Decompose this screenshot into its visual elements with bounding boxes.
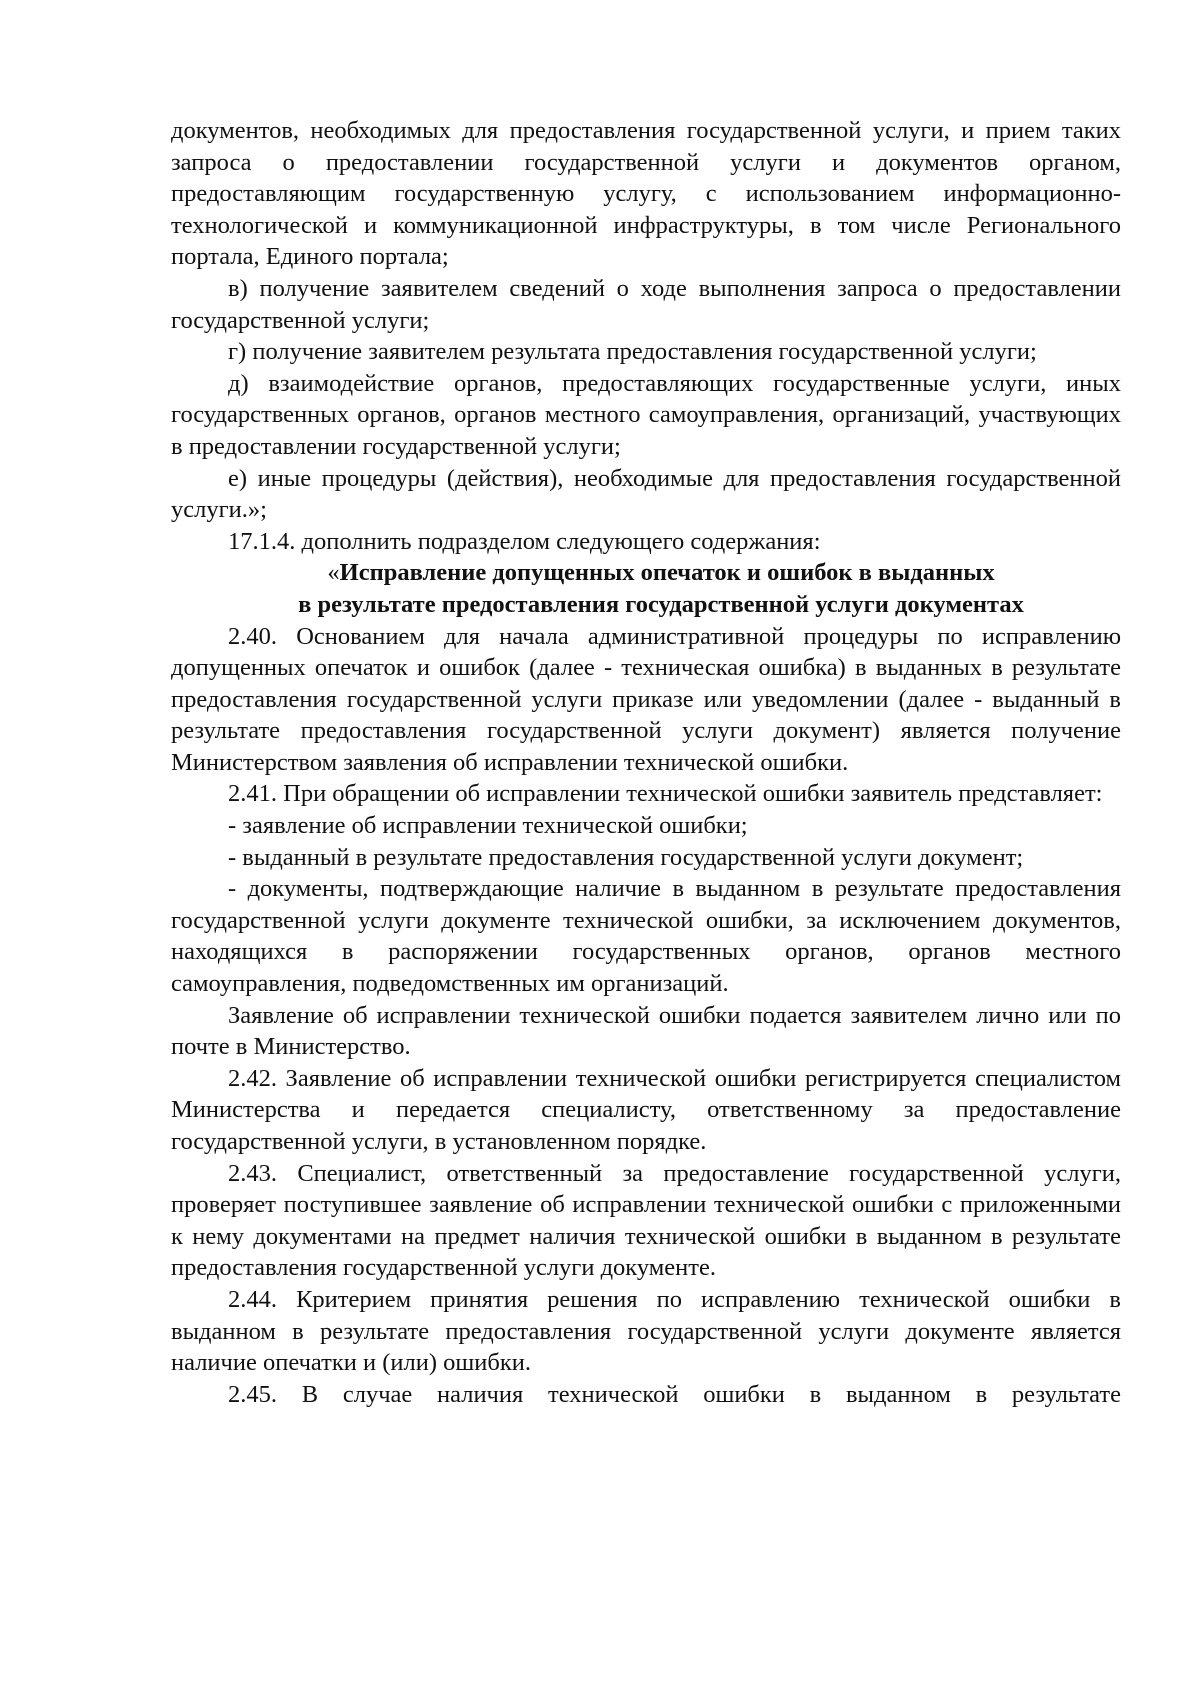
heading-quote: « xyxy=(327,559,340,587)
paragraph-item-v: в) получение заявителем сведений о ходе выполнения запроса о предоставлении государственной услуги; xyxy=(171,274,1121,334)
paragraph-2-45: 2.45. В случае наличия технической ошибки в выданном в результате xyxy=(228,1380,1121,1408)
paragraph-continuation: документов, необходимых для предоставления государственной услуги, и прием таких запроса о предоставлении государственной услуги и документов органом, предоставляющим государственную услугу, с использованием информационно-технологической и коммуникационной инфраструктуры, в том числе Регионального портала, Единого портала; xyxy=(171,117,1121,271)
list-item-application: - заявление об исправлении технической ошибки; xyxy=(228,812,748,840)
paragraph-item-d: д) взаимодействие органов, предоставляющих государственные услуги, иных государственных органов, органов местного самоуправления, организаций, участвующих в предоставлении государственной услуги; xyxy=(171,369,1121,460)
paragraph-2-42: 2.42. Заявление об исправлении технической ошибки регистрируется специалистом Министерства и передается специалисту, ответственному за предоставление государственной услуги, в установленном порядке. xyxy=(171,1064,1121,1155)
document-page xyxy=(171,115,1121,1410)
section-heading xyxy=(171,557,1121,620)
paragraph-17-1-4: 17.1.4. дополнить подразделом следующего содержания: xyxy=(228,527,821,555)
paragraph-2-41: 2.41. При обращении об исправлении технической ошибки заявитель представляет: xyxy=(228,780,1103,808)
paragraph-item-e: е) иные процедуры (действия), необходимые для предоставления государственной услуги.»; xyxy=(171,464,1121,524)
heading-line-2: в результате предоставления государственной услуги документах xyxy=(298,590,1024,618)
list-item-issued-document: - выданный в результате предоставления государственной услуги документ; xyxy=(228,843,1024,871)
paragraph-2-43: 2.43. Специалист, ответственный за предоставление государственной услуги, проверяет поступившее заявление об исправлении технической ошибки с приложенными к нему документами на предмет наличия технической ошибки в выданном в результате предоставления государственной услуги документе. xyxy=(171,1159,1121,1282)
paragraph-application-submission: Заявление об исправлении технической ошибки подается заявителем лично или по почте в Министерство. xyxy=(171,1001,1121,1061)
paragraph-2-40: 2.40. Основанием для начала административной процедуры по исправлению допущенных опечаток и ошибок (далее - техническая ошибка) в выданных в результате предоставления государственной услуги приказе или уведомлении (далее - выданный в результате предоставления государственной услуги документ) является получение Министерством заявления об исправлении технической ошибки. xyxy=(171,622,1121,776)
paragraph-item-g: г) получение заявителем результата предоставления государственной услуги; xyxy=(228,338,1037,366)
list-item-supporting-documents: - документы, подтверждающие наличие в выданном в результате предоставления государственной услуги документе технической ошибки, за исключением документов, находящихся в распоряжении государственных органов, органов местного самоуправления, подведомственных им организаций. xyxy=(171,875,1121,998)
heading-line-1: Исправление допущенных опечаток и ошибок в выданных xyxy=(339,559,995,587)
paragraph-2-44: 2.44. Критерием принятия решения по исправлению технической ошибки в выданном в результате предоставления государственной услуги документе является наличие опечатки и (или) ошибки. xyxy=(171,1285,1121,1377)
